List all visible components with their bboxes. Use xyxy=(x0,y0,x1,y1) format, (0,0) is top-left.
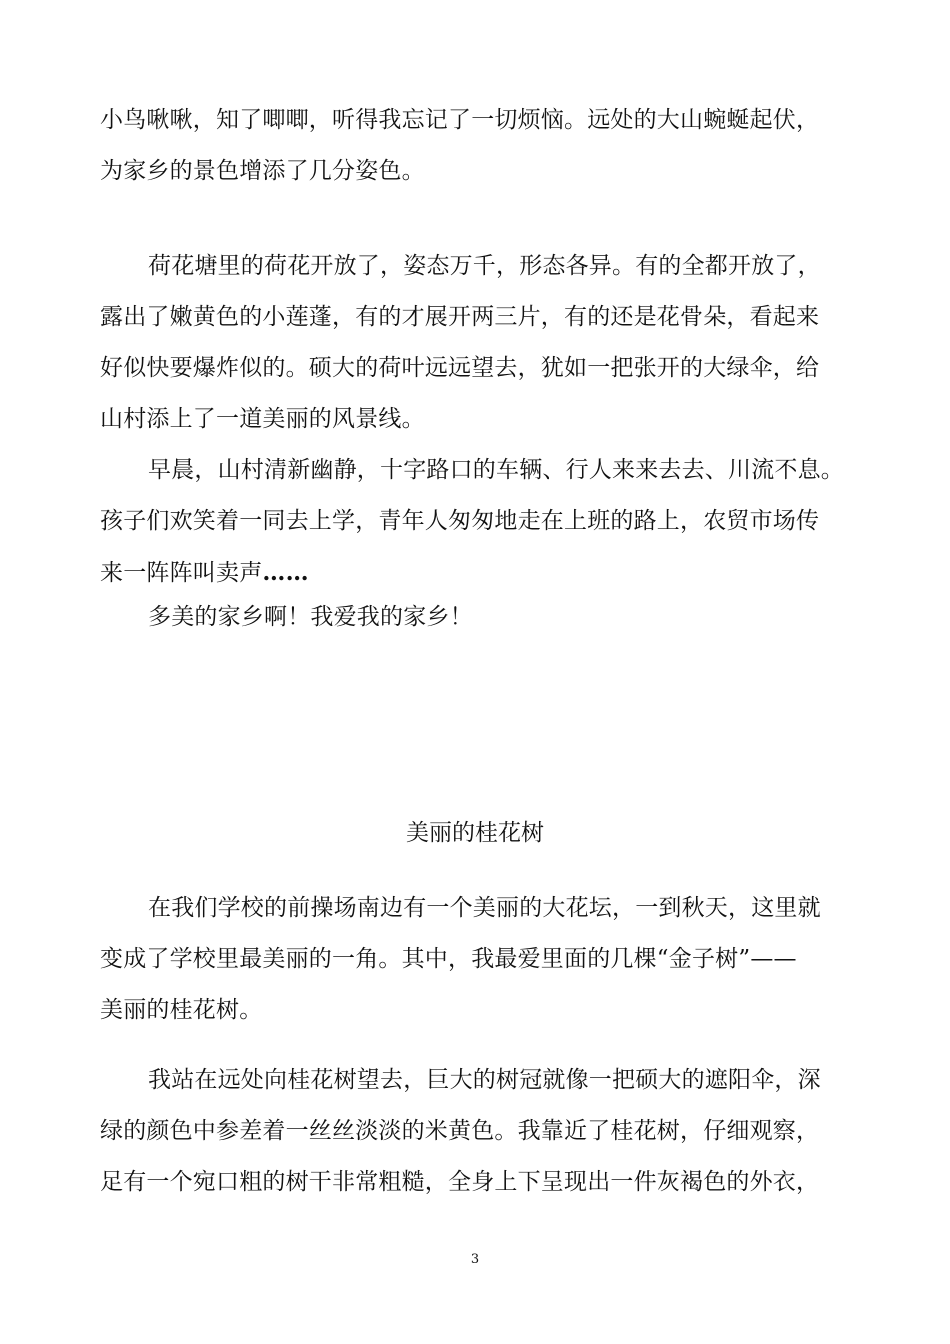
paragraph-osmanthus-tree xyxy=(100,1055,860,1208)
text-line: 足有一个宛口粗的树干非常粗糙，全身上下呈现出一件灰褐色的外衣， xyxy=(100,1169,820,1195)
paragraph-love-hometown xyxy=(100,592,860,643)
text-line: 变成了学校里最美丽的一角。其中，我最爱里面的几棵“金子树”—— xyxy=(100,946,797,972)
text-line: 我站在远处向桂花树望去，巨大的树冠就像一把硕大的遮阳伞，深 xyxy=(148,1067,821,1093)
text-line: 荷花塘里的荷花开放了，姿态万千，形态各异。有的全都开放了， xyxy=(148,253,821,279)
ellipsis: …… xyxy=(262,559,309,586)
text-line: 绿的颜色中参差着一丝丝淡淡的米黄色。我靠近了桂花树，仔细观察， xyxy=(100,1118,820,1144)
text-line: 美丽的桂花树。 xyxy=(100,997,263,1023)
text-line: 为家乡的景色增添了几分姿色。 xyxy=(100,158,425,184)
text-line: 小鸟啾啾，知了唧唧，听得我忘记了一切烦恼。远处的大山蜿蜒起伏， xyxy=(100,107,820,133)
text-line: 好似快要爆炸似的。硕大的荷叶远远望去，犹如一把张开的大绿伞，给 xyxy=(100,355,820,381)
paragraph-lotus-pond xyxy=(100,241,860,445)
text-line: 在我们学校的前操场南边有一个美丽的大花坛，一到秋天，这里就 xyxy=(148,895,821,921)
paragraph-birds-mountains xyxy=(100,95,860,197)
paragraph-school-flowerbed xyxy=(100,883,860,1036)
text-segment: 来一阵阵叫卖声 xyxy=(100,560,263,586)
text-line: 露出了嫩黄色的小莲蓬，有的才展开两三片，有的还是花骨朵，看起来 xyxy=(100,304,820,330)
text-line: 孩子们欢笑着一同去上学，青年人匆匆地走在上班的路上，农贸市场传 xyxy=(100,508,820,534)
text-line: 山村添上了一道美丽的风景线。 xyxy=(100,406,425,432)
paragraph-morning-village xyxy=(100,445,860,598)
text-line xyxy=(100,547,860,598)
text-line: 多美的家乡啊！我爱我的家乡！ xyxy=(148,604,473,630)
text-line: 早晨，山村清新幽静，十字路口的车辆、行人来来去去、川流不息。 xyxy=(148,457,844,483)
page-number: 3 xyxy=(470,1252,480,1267)
essay-title: 美丽的桂花树 xyxy=(406,820,544,846)
